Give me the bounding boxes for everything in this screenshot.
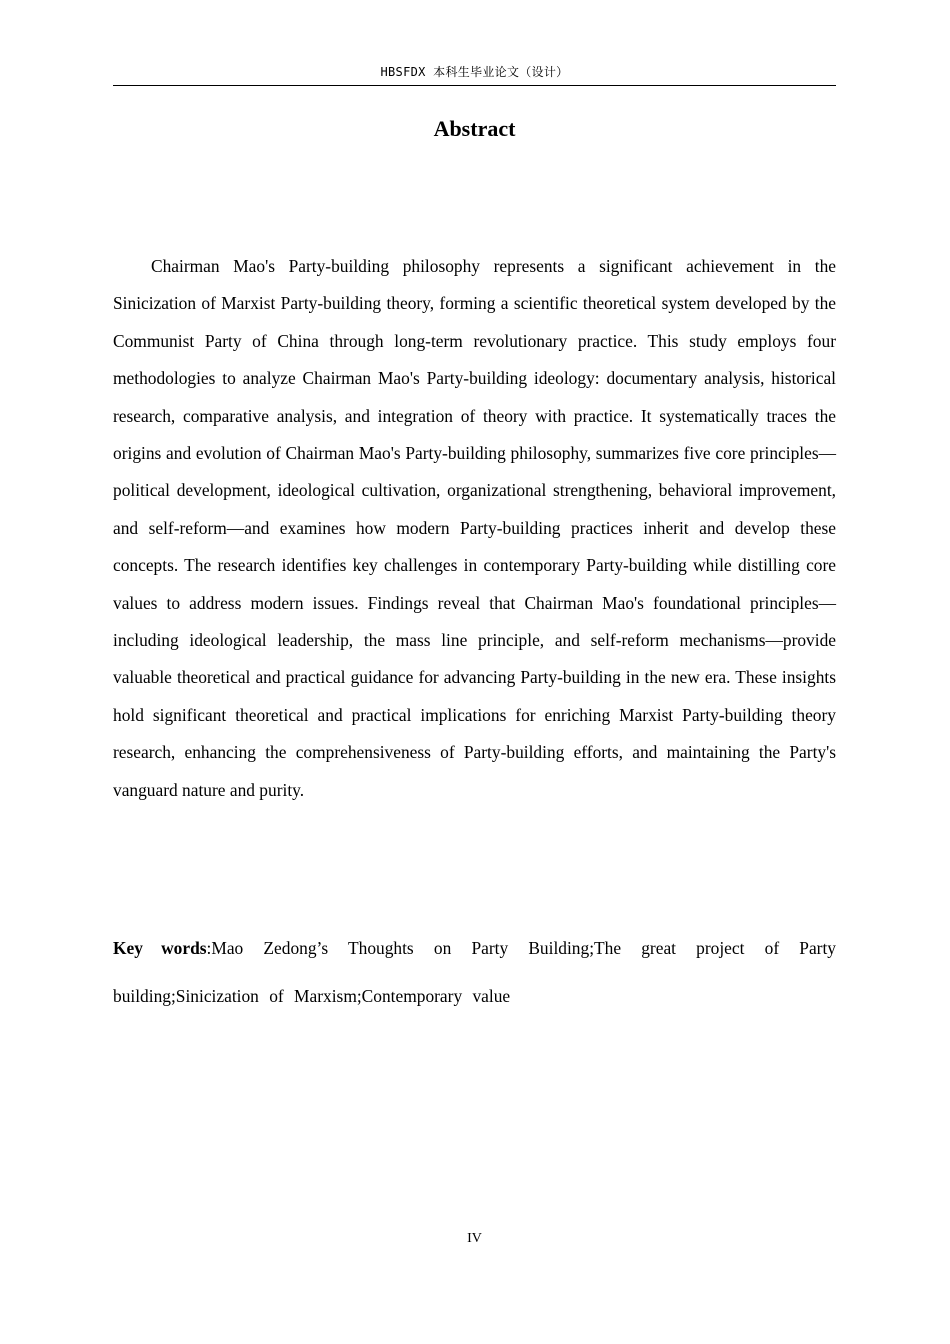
keywords-line xyxy=(113,924,836,1020)
keywords-text: Mao Zedong’s Thoughts on Party Building;The great project of Party building;Sinicization of Marxism;Contemporary value xyxy=(113,938,836,1006)
running-header: HBSFDX 本科生毕业论文（设计） xyxy=(380,65,569,79)
keywords-separator: : xyxy=(206,938,212,958)
abstract-body: Chairman Mao's Party-building philosophy represents a significant achievement in the Sinicization of Marxist Party-building theory, forming a scientific theoretical system developed by the Communist Party of China through long-term revolutionary practice. This study employs four methodologies to analyze Chairman Mao's Party-building ideology: documentary analysis, historical research, comparative analysis, and integration of theory with practice. It systematically traces the origins and evolution of Chairman Mao's Party-building philosophy, summarizes five core principles—political development, ideological cultivation, organizational strengthening, behavioral improvement, and self-reform—and examines how modern Party-building practices inherit and develop these concepts. The research identifies key challenges in contemporary Party-building while distilling core values to address modern issues. Findings reveal that Chairman Mao's foundational principles—including ideological leadership, the mass line principle, and self-reform mechanisms—provide valuable theoretical and practical guidance for advancing Party-building in the new era. These insights hold significant theoretical and practical implications for enriching Marxist Party-building theory research, enhancing the comprehensiveness of Party-building efforts, and maintaining the Party's vanguard nature and purity. xyxy=(113,256,836,800)
header-rule xyxy=(113,85,836,86)
page-number: IV xyxy=(467,1231,482,1246)
keywords-label: Key words xyxy=(113,938,207,958)
abstract-title: Abstract xyxy=(433,116,516,141)
